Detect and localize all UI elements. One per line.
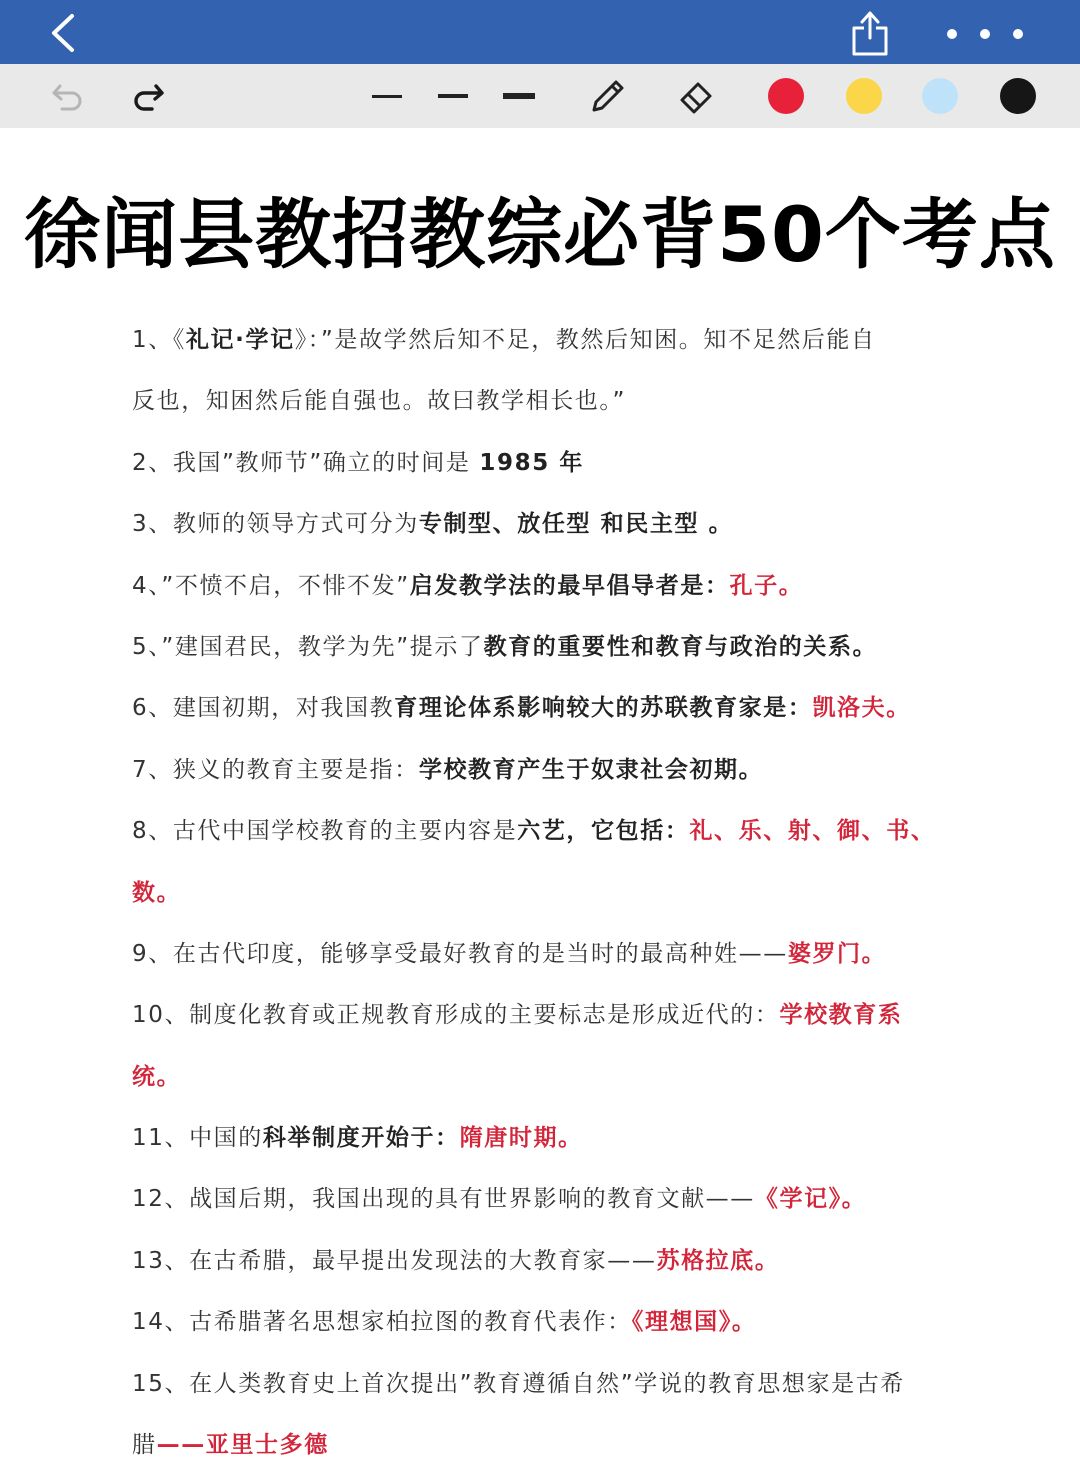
color-black-swatch[interactable] <box>1000 78 1036 114</box>
bold-text: 礼记·学记 <box>185 327 295 353</box>
color-red-swatch[interactable] <box>768 78 804 114</box>
text-span: 1、《 <box>132 327 186 353</box>
document-line <box>132 678 972 739</box>
text-span: 6、建国初期，对我国教 <box>132 695 395 722</box>
text-span: 5、”建国君民，教学为先”提示了 <box>132 633 484 660</box>
text-span: 14、古希腊著名思想家柏拉图的教育代表作： <box>132 1309 632 1336</box>
document-line <box>132 1169 972 1230</box>
bold-text: 育理论体系影响较大的苏联教育家是： <box>394 695 813 722</box>
text-span: 反也，知困然后能自强也。故曰教学相长也。” <box>132 388 627 415</box>
document-line <box>132 617 972 678</box>
text-span: 3、教师的领导方式可分为 <box>132 511 419 538</box>
text-span: 7、狭义的教育主要是指： <box>132 756 419 783</box>
highlight-answer: 《学记》。 <box>754 1186 867 1213</box>
document-line <box>132 740 972 801</box>
highlight-answer: 隋唐时期。 <box>459 1125 583 1152</box>
share-icon[interactable] <box>848 8 892 58</box>
document-content <box>132 310 972 1476</box>
bold-text: 科举制度开始于： <box>262 1125 460 1152</box>
text-span: 》：”是故学然后知不足，教然后知困。知不足然后能自 <box>294 327 876 353</box>
top-app-bar <box>0 0 1080 64</box>
document-line <box>132 863 972 924</box>
document-line <box>132 556 972 617</box>
highlight-answer: 《理想国》。 <box>631 1309 757 1336</box>
bold-text: 六艺，它包括： <box>517 818 690 845</box>
highlight-answer: 数。 <box>132 879 182 906</box>
highlight-answer: 学校教育系 <box>779 1002 903 1029</box>
eraser-icon[interactable] <box>672 64 720 128</box>
bold-text: 教育的重要性和教育与政治的关系。 <box>483 633 878 660</box>
document-line <box>132 1354 972 1415</box>
highlight-answer: 凯洛夫。 <box>812 695 911 722</box>
document-line <box>132 1415 972 1476</box>
redo-icon[interactable] <box>126 64 170 128</box>
text-span: 13、在古希腊，最早提出发现法的大教育家—— <box>132 1247 657 1274</box>
text-span: 8、古代中国学校教育的主要内容是 <box>132 818 518 845</box>
drawing-toolbar <box>0 64 1080 128</box>
chevron-left-icon[interactable] <box>40 10 86 56</box>
text-span: 9、在古代印度，能够享受最好教育的是当时的最高种姓—— <box>132 940 788 967</box>
document-line <box>132 1047 972 1108</box>
text-span: 15、在人类教育史上首次提出”教育遵循自然”学说的教育思想家是古希 <box>132 1370 905 1397</box>
document-title: 徐闻县教招教综必背50个考点 <box>24 190 1056 279</box>
bold-text: 学校教育产生于奴隶社会初期。 <box>418 756 764 783</box>
text-span: 12、战国后期，我国出现的具有世界影响的教育文献—— <box>132 1186 755 1213</box>
color-yellow-swatch[interactable] <box>846 78 882 114</box>
highlight-answer: 礼、乐、射、御、书、 <box>689 818 936 845</box>
document-line <box>132 1108 972 1169</box>
medium-line-icon[interactable] <box>436 64 470 128</box>
text-span: 2、我国”教师节”确立的时间是 <box>132 449 480 476</box>
pencil-icon[interactable] <box>584 64 632 128</box>
thin-line-icon[interactable] <box>370 64 404 128</box>
highlight-answer: 婆罗门。 <box>787 940 887 967</box>
document-line <box>132 985 972 1046</box>
document-line <box>132 1292 972 1353</box>
document-line <box>132 924 972 985</box>
document-line <box>132 433 972 494</box>
highlight-answer: 统。 <box>132 1063 182 1090</box>
text-span: 10、制度化教育或正规教育形成的主要标志是形成近代的： <box>132 1002 780 1029</box>
document-line <box>132 494 972 555</box>
document-line <box>132 1231 972 1292</box>
color-lightblue-swatch[interactable] <box>922 78 958 114</box>
highlight-answer: ——亚里士多德 <box>156 1432 329 1459</box>
document-line <box>132 310 972 371</box>
text-span: 4、”不愤不启，不悱不发” <box>132 572 410 599</box>
bold-text: 启发教学法的最早倡导者是： <box>409 572 730 599</box>
highlight-answer: 苏格拉底。 <box>656 1247 780 1274</box>
thick-line-icon[interactable] <box>502 64 536 128</box>
highlight-answer: 孔子。 <box>729 572 804 599</box>
undo-icon[interactable] <box>46 64 90 128</box>
text-span: 腊 <box>132 1432 157 1459</box>
bold-text: 专制型、放任型 和民主型 。 <box>418 511 734 538</box>
bold-text: 1985 年 <box>479 449 585 476</box>
document-line <box>132 801 972 862</box>
more-horizontal-icon[interactable] <box>940 22 1030 46</box>
document-line <box>132 371 972 432</box>
text-span: 11、中国的 <box>132 1125 263 1152</box>
